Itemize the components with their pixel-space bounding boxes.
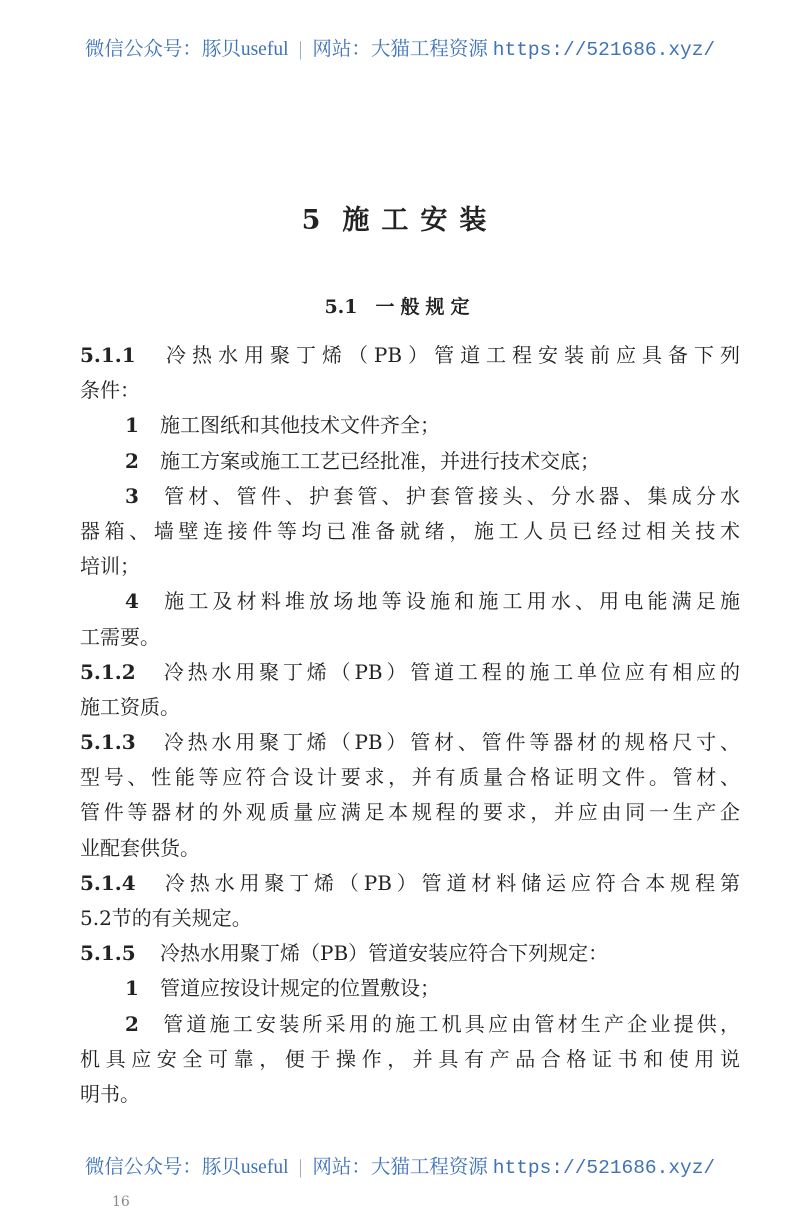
paragraph-line bbox=[80, 1042, 740, 1077]
paragraph-line bbox=[80, 338, 740, 373]
paragraph-line bbox=[80, 655, 740, 690]
line-text: 冷热水用聚丁烯（PB）管道安装应符合下列规定： bbox=[160, 941, 609, 966]
paragraph-line bbox=[80, 408, 740, 443]
section-text: 一般规定 bbox=[375, 296, 476, 318]
item-number: 2 bbox=[125, 448, 139, 473]
paragraph-line bbox=[80, 584, 740, 619]
item-number: 4 bbox=[125, 589, 139, 614]
line-text: 施工图纸和其他技术文件齐全； bbox=[160, 413, 440, 438]
line-text: 施工及材料堆放场地等设施和施工用水、用电能满足施 bbox=[160, 589, 740, 614]
paragraph-line bbox=[80, 901, 740, 936]
line-text: 机具应安全可靠，便于操作，并具有产品合格证书和使用说 bbox=[80, 1046, 740, 1071]
line-text: 管道施工安装所采用的施工机具应由管材生产企业提供， bbox=[160, 1011, 740, 1036]
watermark-url: https://521686.xyz/ bbox=[492, 39, 716, 61]
item-number: 2 bbox=[125, 1011, 139, 1036]
paragraph-line bbox=[80, 479, 740, 514]
chapter-text: 施工安装 bbox=[342, 205, 499, 236]
paragraph-line bbox=[80, 866, 740, 901]
line-text: 型号、性能等应符合设计要求，并有质量合格证明文件。管材、 bbox=[80, 765, 740, 790]
paragraph-line bbox=[80, 971, 740, 1006]
chapter-number: 5 bbox=[301, 205, 333, 236]
line-text: 冷热水用聚丁烯（PB）管道材料储运应符合本规程第 bbox=[160, 870, 740, 895]
watermark-site: 网站：大猫工程资源 bbox=[312, 1157, 488, 1178]
line-text: 业配套供货。 bbox=[80, 835, 200, 860]
section-heading bbox=[0, 292, 800, 319]
watermark-separator: | bbox=[298, 1157, 303, 1178]
line-text: 工需要。 bbox=[80, 624, 160, 649]
paragraph-line bbox=[80, 831, 740, 866]
paragraph-line bbox=[80, 1077, 740, 1112]
paragraph-line bbox=[80, 760, 740, 795]
paragraph-line bbox=[80, 373, 740, 408]
line-text: 冷热水用聚丁烯（PB）管道工程安装前应具备下列 bbox=[160, 343, 740, 367]
watermark-footer bbox=[0, 1151, 800, 1179]
line-text: 器箱、墙壁连接件等均已准备就绪，施工人员已经过相关技术 bbox=[80, 518, 740, 543]
paragraph-line bbox=[80, 795, 740, 830]
paragraph-line bbox=[80, 690, 740, 725]
document-body bbox=[80, 338, 740, 1112]
clause-number: 5.1.4 bbox=[80, 870, 136, 895]
page-number: 16 bbox=[112, 1194, 130, 1210]
watermark-site: 网站：大猫工程资源 bbox=[312, 39, 488, 60]
paragraph-line bbox=[80, 514, 740, 549]
paragraph-line bbox=[80, 444, 740, 479]
line-text: 明书。 bbox=[80, 1081, 140, 1106]
clause-number: 5.1.2 bbox=[80, 659, 136, 684]
section-number: 5.1 bbox=[324, 296, 358, 318]
watermark-header bbox=[0, 33, 800, 61]
watermark-wechat: 微信公众号：豚贝useful bbox=[84, 39, 289, 60]
chapter-title bbox=[0, 198, 800, 237]
line-text: 培训； bbox=[80, 554, 140, 579]
line-text: 5.2节的有关规定。 bbox=[80, 906, 252, 930]
line-text: 施工方案或施工工艺已经批准，并进行技术交底； bbox=[160, 448, 600, 473]
paragraph-line bbox=[80, 549, 740, 584]
line-text: 管件等器材的外观质量应满足本规程的要求，并应由同一生产企 bbox=[80, 800, 740, 825]
watermark-wechat: 微信公众号：豚贝useful bbox=[84, 1157, 289, 1178]
item-number: 1 bbox=[125, 976, 139, 1001]
clause-number: 5.1.3 bbox=[80, 730, 136, 755]
paragraph-line bbox=[80, 725, 740, 760]
line-text: 冷热水用聚丁烯（PB）管材、管件等器材的规格尺寸、 bbox=[160, 730, 740, 755]
item-number: 1 bbox=[125, 413, 139, 438]
line-text: 管材、管件、护套管、护套管接头、分水器、集成分水 bbox=[160, 483, 740, 508]
clause-number: 5.1.5 bbox=[80, 941, 136, 966]
paragraph-line bbox=[80, 936, 740, 971]
line-text: 条件： bbox=[80, 378, 140, 403]
line-text: 施工资质。 bbox=[80, 694, 180, 719]
item-number: 3 bbox=[125, 483, 139, 508]
watermark-url: https://521686.xyz/ bbox=[492, 1157, 716, 1179]
paragraph-line bbox=[80, 1007, 740, 1042]
line-text: 管道应按设计规定的位置敷设； bbox=[160, 976, 440, 1001]
watermark-separator: | bbox=[298, 39, 303, 60]
paragraph-line bbox=[80, 620, 740, 655]
clause-number: 5.1.1 bbox=[80, 343, 136, 367]
line-text: 冷热水用聚丁烯（PB）管道工程的施工单位应有相应的 bbox=[160, 659, 740, 684]
